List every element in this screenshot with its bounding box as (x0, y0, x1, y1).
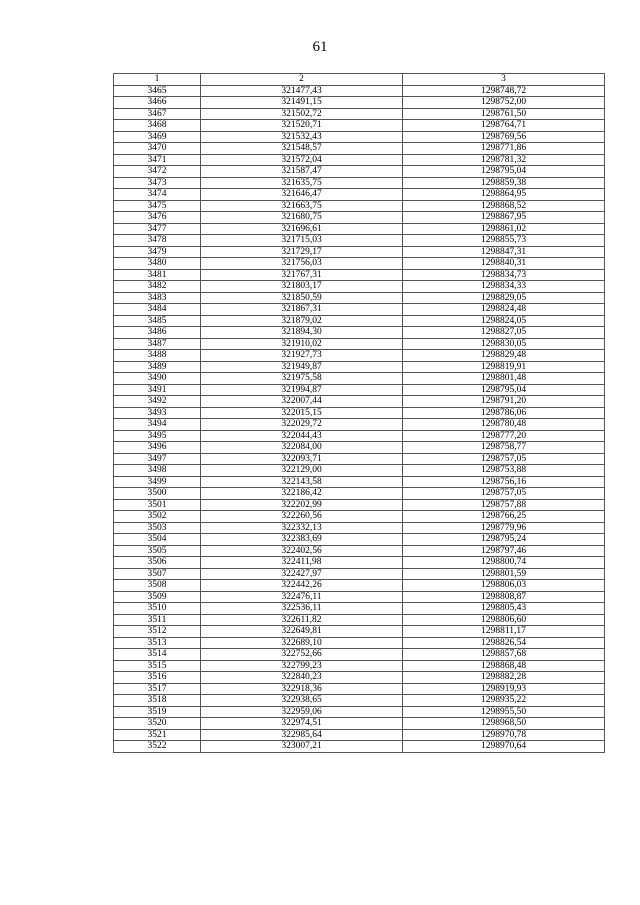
point-number-cell: 3478 (114, 235, 201, 247)
point-number-cell: 3468 (114, 120, 201, 132)
x-coordinate-cell: 321477,43 (201, 85, 403, 97)
point-number-cell: 3520 (114, 718, 201, 730)
table-header (114, 74, 605, 86)
point-number-cell: 3465 (114, 85, 201, 97)
y-coordinate-cell: 1298797,46 (403, 545, 605, 557)
y-coordinate-cell: 1298819,91 (403, 361, 605, 373)
table-row (114, 315, 605, 327)
y-coordinate-cell: 1298867,95 (403, 212, 605, 224)
x-coordinate-cell: 321502,72 (201, 108, 403, 120)
x-coordinate-cell: 321587,47 (201, 166, 403, 178)
point-number-cell: 3507 (114, 568, 201, 580)
table-row (114, 614, 605, 626)
y-coordinate-cell: 1298968,50 (403, 718, 605, 730)
table-row (114, 557, 605, 569)
y-coordinate-cell: 1298970,78 (403, 729, 605, 741)
y-coordinate-cell: 1298847,31 (403, 246, 605, 258)
point-number-cell: 3480 (114, 258, 201, 270)
point-number-cell: 3481 (114, 269, 201, 281)
y-coordinate-cell: 1298829,48 (403, 350, 605, 362)
x-coordinate-cell: 321927,73 (201, 350, 403, 362)
point-number-cell: 3483 (114, 292, 201, 304)
table-row (114, 499, 605, 511)
y-coordinate-cell: 1298771,86 (403, 143, 605, 155)
point-number-cell: 3482 (114, 281, 201, 293)
table-row (114, 373, 605, 385)
y-coordinate-cell: 1298764,71 (403, 120, 605, 132)
x-coordinate-cell: 322442,26 (201, 580, 403, 592)
point-number-cell: 3466 (114, 97, 201, 109)
table-row (114, 269, 605, 281)
y-coordinate-cell: 1298857,68 (403, 649, 605, 661)
table-row (114, 154, 605, 166)
x-coordinate-cell: 321680,75 (201, 212, 403, 224)
point-number-cell: 3522 (114, 741, 201, 753)
point-number-cell: 3495 (114, 430, 201, 442)
y-coordinate-cell: 1298757,05 (403, 453, 605, 465)
x-coordinate-cell: 322044,43 (201, 430, 403, 442)
point-number-cell: 3498 (114, 465, 201, 477)
point-number-cell: 3497 (114, 453, 201, 465)
table-row (114, 97, 605, 109)
point-number-cell: 3484 (114, 304, 201, 316)
y-coordinate-cell: 1298855,73 (403, 235, 605, 247)
column-header-1: 1 (114, 74, 201, 86)
table-row (114, 350, 605, 362)
y-coordinate-cell: 1298834,73 (403, 269, 605, 281)
y-coordinate-cell: 1298864,95 (403, 189, 605, 201)
table-row (114, 166, 605, 178)
table-row (114, 729, 605, 741)
table-row (114, 672, 605, 684)
x-coordinate-cell: 322084,00 (201, 442, 403, 454)
x-coordinate-cell: 322799,23 (201, 660, 403, 672)
x-coordinate-cell: 322332,13 (201, 522, 403, 534)
y-coordinate-cell: 1298806,60 (403, 614, 605, 626)
x-coordinate-cell: 321949,87 (201, 361, 403, 373)
x-coordinate-cell: 322411,98 (201, 557, 403, 569)
point-number-cell: 3515 (114, 660, 201, 672)
y-coordinate-cell: 1298882,28 (403, 672, 605, 684)
x-coordinate-cell: 321635,75 (201, 177, 403, 189)
point-number-cell: 3489 (114, 361, 201, 373)
point-number-cell: 3486 (114, 327, 201, 339)
table-row (114, 430, 605, 442)
x-coordinate-cell: 322202,99 (201, 499, 403, 511)
x-coordinate-cell: 322427,97 (201, 568, 403, 580)
x-coordinate-cell: 322959,06 (201, 706, 403, 718)
table-row (114, 177, 605, 189)
point-number-cell: 3485 (114, 315, 201, 327)
y-coordinate-cell: 1298758,77 (403, 442, 605, 454)
x-coordinate-cell: 322938,65 (201, 695, 403, 707)
x-coordinate-cell: 321910,02 (201, 338, 403, 350)
y-coordinate-cell: 1298795,24 (403, 534, 605, 546)
x-coordinate-cell: 321663,75 (201, 200, 403, 212)
table-row (114, 189, 605, 201)
table-row (114, 626, 605, 638)
x-coordinate-cell: 321491,15 (201, 97, 403, 109)
table-row (114, 120, 605, 132)
point-number-cell: 3506 (114, 557, 201, 569)
point-number-cell: 3496 (114, 442, 201, 454)
y-coordinate-cell: 1298780,48 (403, 419, 605, 431)
y-coordinate-cell: 1298801,48 (403, 373, 605, 385)
table-row (114, 476, 605, 488)
column-header-2: 2 (201, 74, 403, 86)
point-number-cell: 3472 (114, 166, 201, 178)
point-number-cell: 3471 (114, 154, 201, 166)
x-coordinate-cell: 322093,71 (201, 453, 403, 465)
y-coordinate-cell: 1298795,04 (403, 384, 605, 396)
y-coordinate-cell: 1298748,72 (403, 85, 605, 97)
x-coordinate-cell: 321994,87 (201, 384, 403, 396)
point-number-cell: 3513 (114, 637, 201, 649)
point-number-cell: 3476 (114, 212, 201, 224)
point-number-cell: 3479 (114, 246, 201, 258)
point-number-cell: 3470 (114, 143, 201, 155)
x-coordinate-cell: 321532,43 (201, 131, 403, 143)
point-number-cell: 3511 (114, 614, 201, 626)
table-row (114, 741, 605, 753)
x-coordinate-cell: 322143,58 (201, 476, 403, 488)
x-coordinate-cell: 321894,30 (201, 327, 403, 339)
table-row (114, 212, 605, 224)
table-row (114, 304, 605, 316)
point-number-cell: 3510 (114, 603, 201, 615)
point-number-cell: 3509 (114, 591, 201, 603)
x-coordinate-cell: 321803,17 (201, 281, 403, 293)
y-coordinate-cell: 1298935,22 (403, 695, 605, 707)
x-coordinate-cell: 321767,31 (201, 269, 403, 281)
point-number-cell: 3500 (114, 488, 201, 500)
y-coordinate-cell: 1298777,20 (403, 430, 605, 442)
x-coordinate-cell: 322536,11 (201, 603, 403, 615)
point-number-cell: 3494 (114, 419, 201, 431)
y-coordinate-cell: 1298761,50 (403, 108, 605, 120)
table-row (114, 407, 605, 419)
point-number-cell: 3490 (114, 373, 201, 385)
y-coordinate-cell: 1298919,93 (403, 683, 605, 695)
table-row (114, 223, 605, 235)
y-coordinate-cell: 1298779,96 (403, 522, 605, 534)
x-coordinate-cell: 321715,03 (201, 235, 403, 247)
point-number-cell: 3492 (114, 396, 201, 408)
point-number-cell: 3503 (114, 522, 201, 534)
x-coordinate-cell: 321696,61 (201, 223, 403, 235)
y-coordinate-cell: 1298753,88 (403, 465, 605, 477)
table-row (114, 511, 605, 523)
x-coordinate-cell: 322129,00 (201, 465, 403, 477)
x-coordinate-cell: 322015,15 (201, 407, 403, 419)
point-number-cell: 3487 (114, 338, 201, 350)
x-coordinate-cell: 321520,71 (201, 120, 403, 132)
x-coordinate-cell: 321729,17 (201, 246, 403, 258)
x-coordinate-cell: 322029,72 (201, 419, 403, 431)
y-coordinate-cell: 1298830,05 (403, 338, 605, 350)
table-row (114, 419, 605, 431)
y-coordinate-cell: 1298791,20 (403, 396, 605, 408)
x-coordinate-cell: 321850,59 (201, 292, 403, 304)
y-coordinate-cell: 1298766,25 (403, 511, 605, 523)
x-coordinate-cell: 321646,47 (201, 189, 403, 201)
table-row (114, 534, 605, 546)
point-number-cell: 3475 (114, 200, 201, 212)
y-coordinate-cell: 1298834,33 (403, 281, 605, 293)
table-row (114, 384, 605, 396)
y-coordinate-cell: 1298826,54 (403, 637, 605, 649)
point-number-cell: 3474 (114, 189, 201, 201)
x-coordinate-cell: 321548,57 (201, 143, 403, 155)
point-number-cell: 3473 (114, 177, 201, 189)
table-row (114, 568, 605, 580)
table-row (114, 603, 605, 615)
x-coordinate-cell: 322476,11 (201, 591, 403, 603)
table-row (114, 85, 605, 97)
y-coordinate-cell: 1298769,56 (403, 131, 605, 143)
x-coordinate-cell: 322649,81 (201, 626, 403, 638)
table-row (114, 649, 605, 661)
point-number-cell: 3467 (114, 108, 201, 120)
point-number-cell: 3499 (114, 476, 201, 488)
x-coordinate-cell: 321867,31 (201, 304, 403, 316)
y-coordinate-cell: 1298811,17 (403, 626, 605, 638)
y-coordinate-cell: 1298861,02 (403, 223, 605, 235)
y-coordinate-cell: 1298824,48 (403, 304, 605, 316)
table-row (114, 246, 605, 258)
y-coordinate-cell: 1298840,31 (403, 258, 605, 270)
y-coordinate-cell: 1298757,05 (403, 488, 605, 500)
y-coordinate-cell: 1298805,43 (403, 603, 605, 615)
y-coordinate-cell: 1298970,64 (403, 741, 605, 753)
table-row (114, 706, 605, 718)
table-row (114, 683, 605, 695)
point-number-cell: 3477 (114, 223, 201, 235)
y-coordinate-cell: 1298868,52 (403, 200, 605, 212)
point-number-cell: 3505 (114, 545, 201, 557)
table-row (114, 396, 605, 408)
y-coordinate-cell: 1298808,87 (403, 591, 605, 603)
y-coordinate-cell: 1298752,00 (403, 97, 605, 109)
table-row (114, 591, 605, 603)
point-number-cell: 3514 (114, 649, 201, 661)
point-number-cell: 3504 (114, 534, 201, 546)
y-coordinate-cell: 1298795,04 (403, 166, 605, 178)
y-coordinate-cell: 1298801,59 (403, 568, 605, 580)
x-coordinate-cell: 322918,36 (201, 683, 403, 695)
table-row (114, 327, 605, 339)
x-coordinate-cell: 323007,21 (201, 741, 403, 753)
table-row (114, 637, 605, 649)
point-number-cell: 3519 (114, 706, 201, 718)
y-coordinate-cell: 1298800,74 (403, 557, 605, 569)
x-coordinate-cell: 322007,44 (201, 396, 403, 408)
x-coordinate-cell: 322752,66 (201, 649, 403, 661)
y-coordinate-cell: 1298955,50 (403, 706, 605, 718)
y-coordinate-cell: 1298868,48 (403, 660, 605, 672)
x-coordinate-cell: 322383,69 (201, 534, 403, 546)
point-number-cell: 3502 (114, 511, 201, 523)
table-body (114, 85, 605, 752)
x-coordinate-cell: 321975,58 (201, 373, 403, 385)
table-row (114, 718, 605, 730)
header-row (114, 74, 605, 86)
y-coordinate-cell: 1298829,05 (403, 292, 605, 304)
table-row (114, 131, 605, 143)
point-number-cell: 3518 (114, 695, 201, 707)
table-row (114, 338, 605, 350)
page-number: 61 (312, 39, 328, 55)
table-row (114, 200, 605, 212)
point-number-cell: 3508 (114, 580, 201, 592)
column-header-3: 3 (403, 74, 605, 86)
x-coordinate-cell: 321756,03 (201, 258, 403, 270)
point-number-cell: 3501 (114, 499, 201, 511)
y-coordinate-cell: 1298824,05 (403, 315, 605, 327)
y-coordinate-cell: 1298781,32 (403, 154, 605, 166)
table-row (114, 695, 605, 707)
point-number-cell: 3521 (114, 729, 201, 741)
point-number-cell: 3512 (114, 626, 201, 638)
point-number-cell: 3516 (114, 672, 201, 684)
x-coordinate-cell: 322985,64 (201, 729, 403, 741)
point-number-cell: 3517 (114, 683, 201, 695)
table-row (114, 143, 605, 155)
x-coordinate-cell: 322260,56 (201, 511, 403, 523)
table-row (114, 465, 605, 477)
x-coordinate-cell: 321572,04 (201, 154, 403, 166)
x-coordinate-cell: 322402,56 (201, 545, 403, 557)
point-number-cell: 3469 (114, 131, 201, 143)
x-coordinate-cell: 322689,10 (201, 637, 403, 649)
point-number-cell: 3493 (114, 407, 201, 419)
y-coordinate-cell: 1298756,16 (403, 476, 605, 488)
table-row (114, 235, 605, 247)
x-coordinate-cell: 321879,02 (201, 315, 403, 327)
point-number-cell: 3488 (114, 350, 201, 362)
table-row (114, 108, 605, 120)
table-row (114, 545, 605, 557)
point-number-cell: 3491 (114, 384, 201, 396)
x-coordinate-cell: 322186,42 (201, 488, 403, 500)
coordinates-table (113, 73, 605, 753)
table-row (114, 442, 605, 454)
table-row (114, 522, 605, 534)
x-coordinate-cell: 322840,23 (201, 672, 403, 684)
table-row (114, 660, 605, 672)
x-coordinate-cell: 322611,82 (201, 614, 403, 626)
table-row (114, 361, 605, 373)
y-coordinate-cell: 1298827,05 (403, 327, 605, 339)
table-row (114, 488, 605, 500)
y-coordinate-cell: 1298859,38 (403, 177, 605, 189)
y-coordinate-cell: 1298757,88 (403, 499, 605, 511)
y-coordinate-cell: 1298806,03 (403, 580, 605, 592)
table-row (114, 281, 605, 293)
table-row (114, 453, 605, 465)
x-coordinate-cell: 322974,51 (201, 718, 403, 730)
table-row (114, 258, 605, 270)
table-row (114, 580, 605, 592)
y-coordinate-cell: 1298786,06 (403, 407, 605, 419)
table-row (114, 292, 605, 304)
